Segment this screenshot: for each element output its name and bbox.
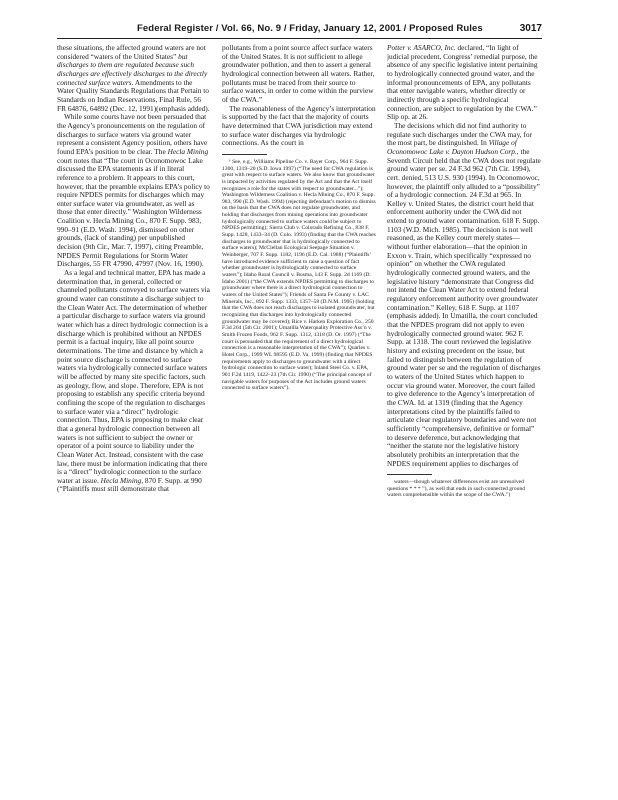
footnote: waters—though whatever differences exist are unresolved questions * * * ”), as well that ends in such connected ground waters comprehensible within the scope of the CWA.”) xyxy=(387,479,526,499)
paragraph: these situations, the affected ground waters are not considered “waters of the United States” but discharges to them are regulated because such discharges are effectively discharges to the directly connected surface waters. Amendments to the Water Quality Standards Regulations that Pertain to Standards on Indian Reservations, Final Rule, 56 FR 64876, 64892 (Dec. 12, 1991)(emphasis added). xyxy=(57,44,210,113)
text-columns xyxy=(57,44,542,788)
paragraph: As a legal and technical matter, EPA has made a determination that, in general, collected or channeled pollutants conveyed to surface waters via ground water can constitute a discharge subject to the Clean Water Act. The determination of whether a particular discharge to surface waters via ground water which has a direct hydrologic connection is a discharge which is prohibited without an NPDES permit is a factual inquiry, like all point source determinations. The time and distance by which a point source discharge is connected to surface waters via hydrologically connected surface waters will be affected by many site specific factors, such as geology, flow, and slope. Therefore, EPA is not proposing to establish any specific criteria beyond confining the scope of the regulation to discharges to surface water via a “direct” hydrologic connection. Thus, EPA is proposing to make clear that a general hydrologic connection between all waters is not sufficient to subject the owner or operator of a point source to liability under the Clean Water Act. Instead, consistent with the case law, there must be information indicating that there is a “direct” hydrologic connection to the surface water at issue. Hecla Mining, 870 F. Supp. at 990 (“Plaintiffs must still demonstrate that xyxy=(57,268,210,494)
header-page-number: 3017 xyxy=(519,22,542,34)
paragraph: The reasonableness of the Agency’s interpretation is supported by the fact that the majority of courts have determined that CWA jurisdiction may extend to surface water discharges via hydrologic connections. As the court in xyxy=(222,103,376,148)
paragraph: The decisions which did not find authority to regulate such discharges under the CWA may, for the most part, be distinguished. In Village of Oconomowoc Lake v. Dayton Hudson Corp., the Seventh Circuit held that the CWA does not regulate ground water per se. 24 F.3d 962 (7th Cir. 1994), cert. denied, 513 U.S. 930 (1994). In Oconomowoc, however, the plaintiff only alluded to a “possibility” of a hydrologic connection. 24 F.3d at 965. In Kelley v. United States, the district court held that enforcement authority under the CWA did not extend to ground water contamination. 618 F. Supp. 1103 (W.D. Mich. 1985). The decision is not well reasoned, as the Kelley court merely states—without further elaboration—that the opinion in Exxon v. Train, which specifically “expressed no opinion” on whether the CWA regulated hydrologically connected ground waters, and the legislative history “demonstrate that Congress did not intend the Clean Water Act to extend federal regulatory enforcement authority over groundwater contamination.” Kelley, 618 F. Supp. at 1107 (emphasis added). In Umatilla, the court concluded that the NPDES program did not apply to even hydrologically connected ground water. 962 F. Supp. at 1318. The court reviewed the legislative history and existing precedent on the issue, but failed to distinguish between the regulation of ground water per se and the regulation of discharges to waters of the United States which happen to occur via ground water. Moreover, the court failed to give deference to the Agency’s interpretation of the CWA. Id. at 1319 (finding that the Agency interpretations cited by the plaintiffs failed to articulate clear regulatory boundaries and were not sufficiently “comprehensive, definitive or formal” to deserve deference, but acknowledging that “neither the statute nor the legislative history absolutely prohibits an interpretation that the NPDES requirement applies to discharges of xyxy=(387,120,541,468)
footnote-rule xyxy=(222,154,267,155)
column-3 xyxy=(387,44,541,788)
footnote-rule xyxy=(387,474,432,475)
footnote: ¹ See, e.g., Williams Pipeline Co. v. Bayer Corp., 964 F. Supp. 1300, 1319–20 (S.D. Iowa 1997) (“The need for CWA regulation is great with respect to surface waters. We also know that groundwater is impacted by activities regulated by the Act and that the Act itself recognizes a role for the states with respect to groundwater...”); Washington Wilderness Coalition v. Hecla Mining Co., 870 F. Supp. 983, 990 (E.D. Wash. 1994) (rejecting defendant’s motion to dismiss on the basis that the CWA does not regulate groundwater, and holding that discharges from mining operations into groundwater hydrologically connected to surface waters could be subject to NPDES permitting); Sierra Club v. Colorado Refining Co., 838 F. Supp. 1428, 1433–34 (D. Colo. 1993) (finding that the CWA reaches discharges to groundwater that is hydrologically connected to surface waters); McClellan Ecological Seepage Situation v. Weinberger, 707 F. Supp. 1182, 1196 (E.D. Cal. 1988) (“Plaintiffs’ have introduced evidence sufficient to raise a question of fact whether groundwater is hydrologically connected to surface waters”); Idaho Rural Council v. Bosma, 143 F. Supp. 2d 1169 (D. Idaho 2001) (“the CWA extends NPDES permitting to discharges to groundwater where there is a direct hydrological connection to waters of the United States”); Friends of Santa Fe County v. LAC Minerals, Inc., 892 F. Supp. 1333, 1357–58 (D.N.M. 1995) (holding that the CWA does not reach discharges to isolated groundwater, but recognizing that discharges into hydrologically connected groundwater may be covered); Rice v. Harken Exploration Co., 250 F.3d 264 (5th Cir. 2001); Umatilla Waterquality Protective Ass’n v. Smith Frozen Foods, 962 F. Supp. 1312, 1318 (D. Or. 1997) (“The court is persuaded that the requirement of a direct hydrological connection is a reasonable interpretation of the CWA”); Quarles v. Hotel Corp., 1999 WL 98595 (E.D. Va. 1999) (finding that NPDES requirements apply to discharges to groundwater with a direct hydrologic connection to surface water); Inland Steel Co. v. EPA, 901 F.2d 1419, 1422–23 (7th Cir. 1990) (“The principal concept of navigable waters for purposes of the Act includes ground waters connected to surface waters”). xyxy=(222,158,376,392)
page-header xyxy=(57,18,542,39)
column-2 xyxy=(222,44,376,788)
column-1 xyxy=(57,44,211,788)
paragraph: pollutants from a point source affect surface waters of the United States. It is not sufficient to allege groundwater pollution, and then to assert a general hydrological connection between all waters. Rather, pollutants must be traced from their source to surface waters, in order to come within the purview of the CWA.” xyxy=(222,44,375,104)
paragraph: Potter v. ASARCO, Inc. declared, “In light of judicial precedent, Congress’ remedial purpose, the absence of any specific legislative intent pertaining to hydrologically connected ground water, and the informal pronouncements of EPA, any pollutants that enter navigable waters, whether directly or indirectly through a specific hydrological connection, are subject to regulation by the CWA.” Slip op. at 26. xyxy=(387,44,538,122)
paragraph: While some courts have not been persuaded that the Agency’s pronouncements on the regulation of discharges to surface waters via ground water represent a consistent Agency position, others have found EPA’s position to be clear. The Hecla Mining court notes that “The court in Oconomowoc Lake discussed the EPA statements as if in literal reference to a problem. It appears to this court, however, that the preamble explains EPA’s policy to require NPDES permits for discharges which may enter surface water via groundwater, as well as those that enter directly.” Washington Wilderness Coalition v. Hecla Mining Co., 870 F. Supp. 983, 990–91 (E.D. Wash. 1994), dismissed on other grounds, (lack of standing) per unpublished decision (9th Cir., Mar. 7, 1997), citing Preamble, NPDES Permit Regulations for Storm Water Discharges, 55 FR 47990, 47997 (Nov. 16, 1990). xyxy=(57,112,210,269)
header-title: Federal Register / Vol. 66, No. 9 / Friday, January 12, 2001 / Proposed Rules xyxy=(137,22,483,34)
